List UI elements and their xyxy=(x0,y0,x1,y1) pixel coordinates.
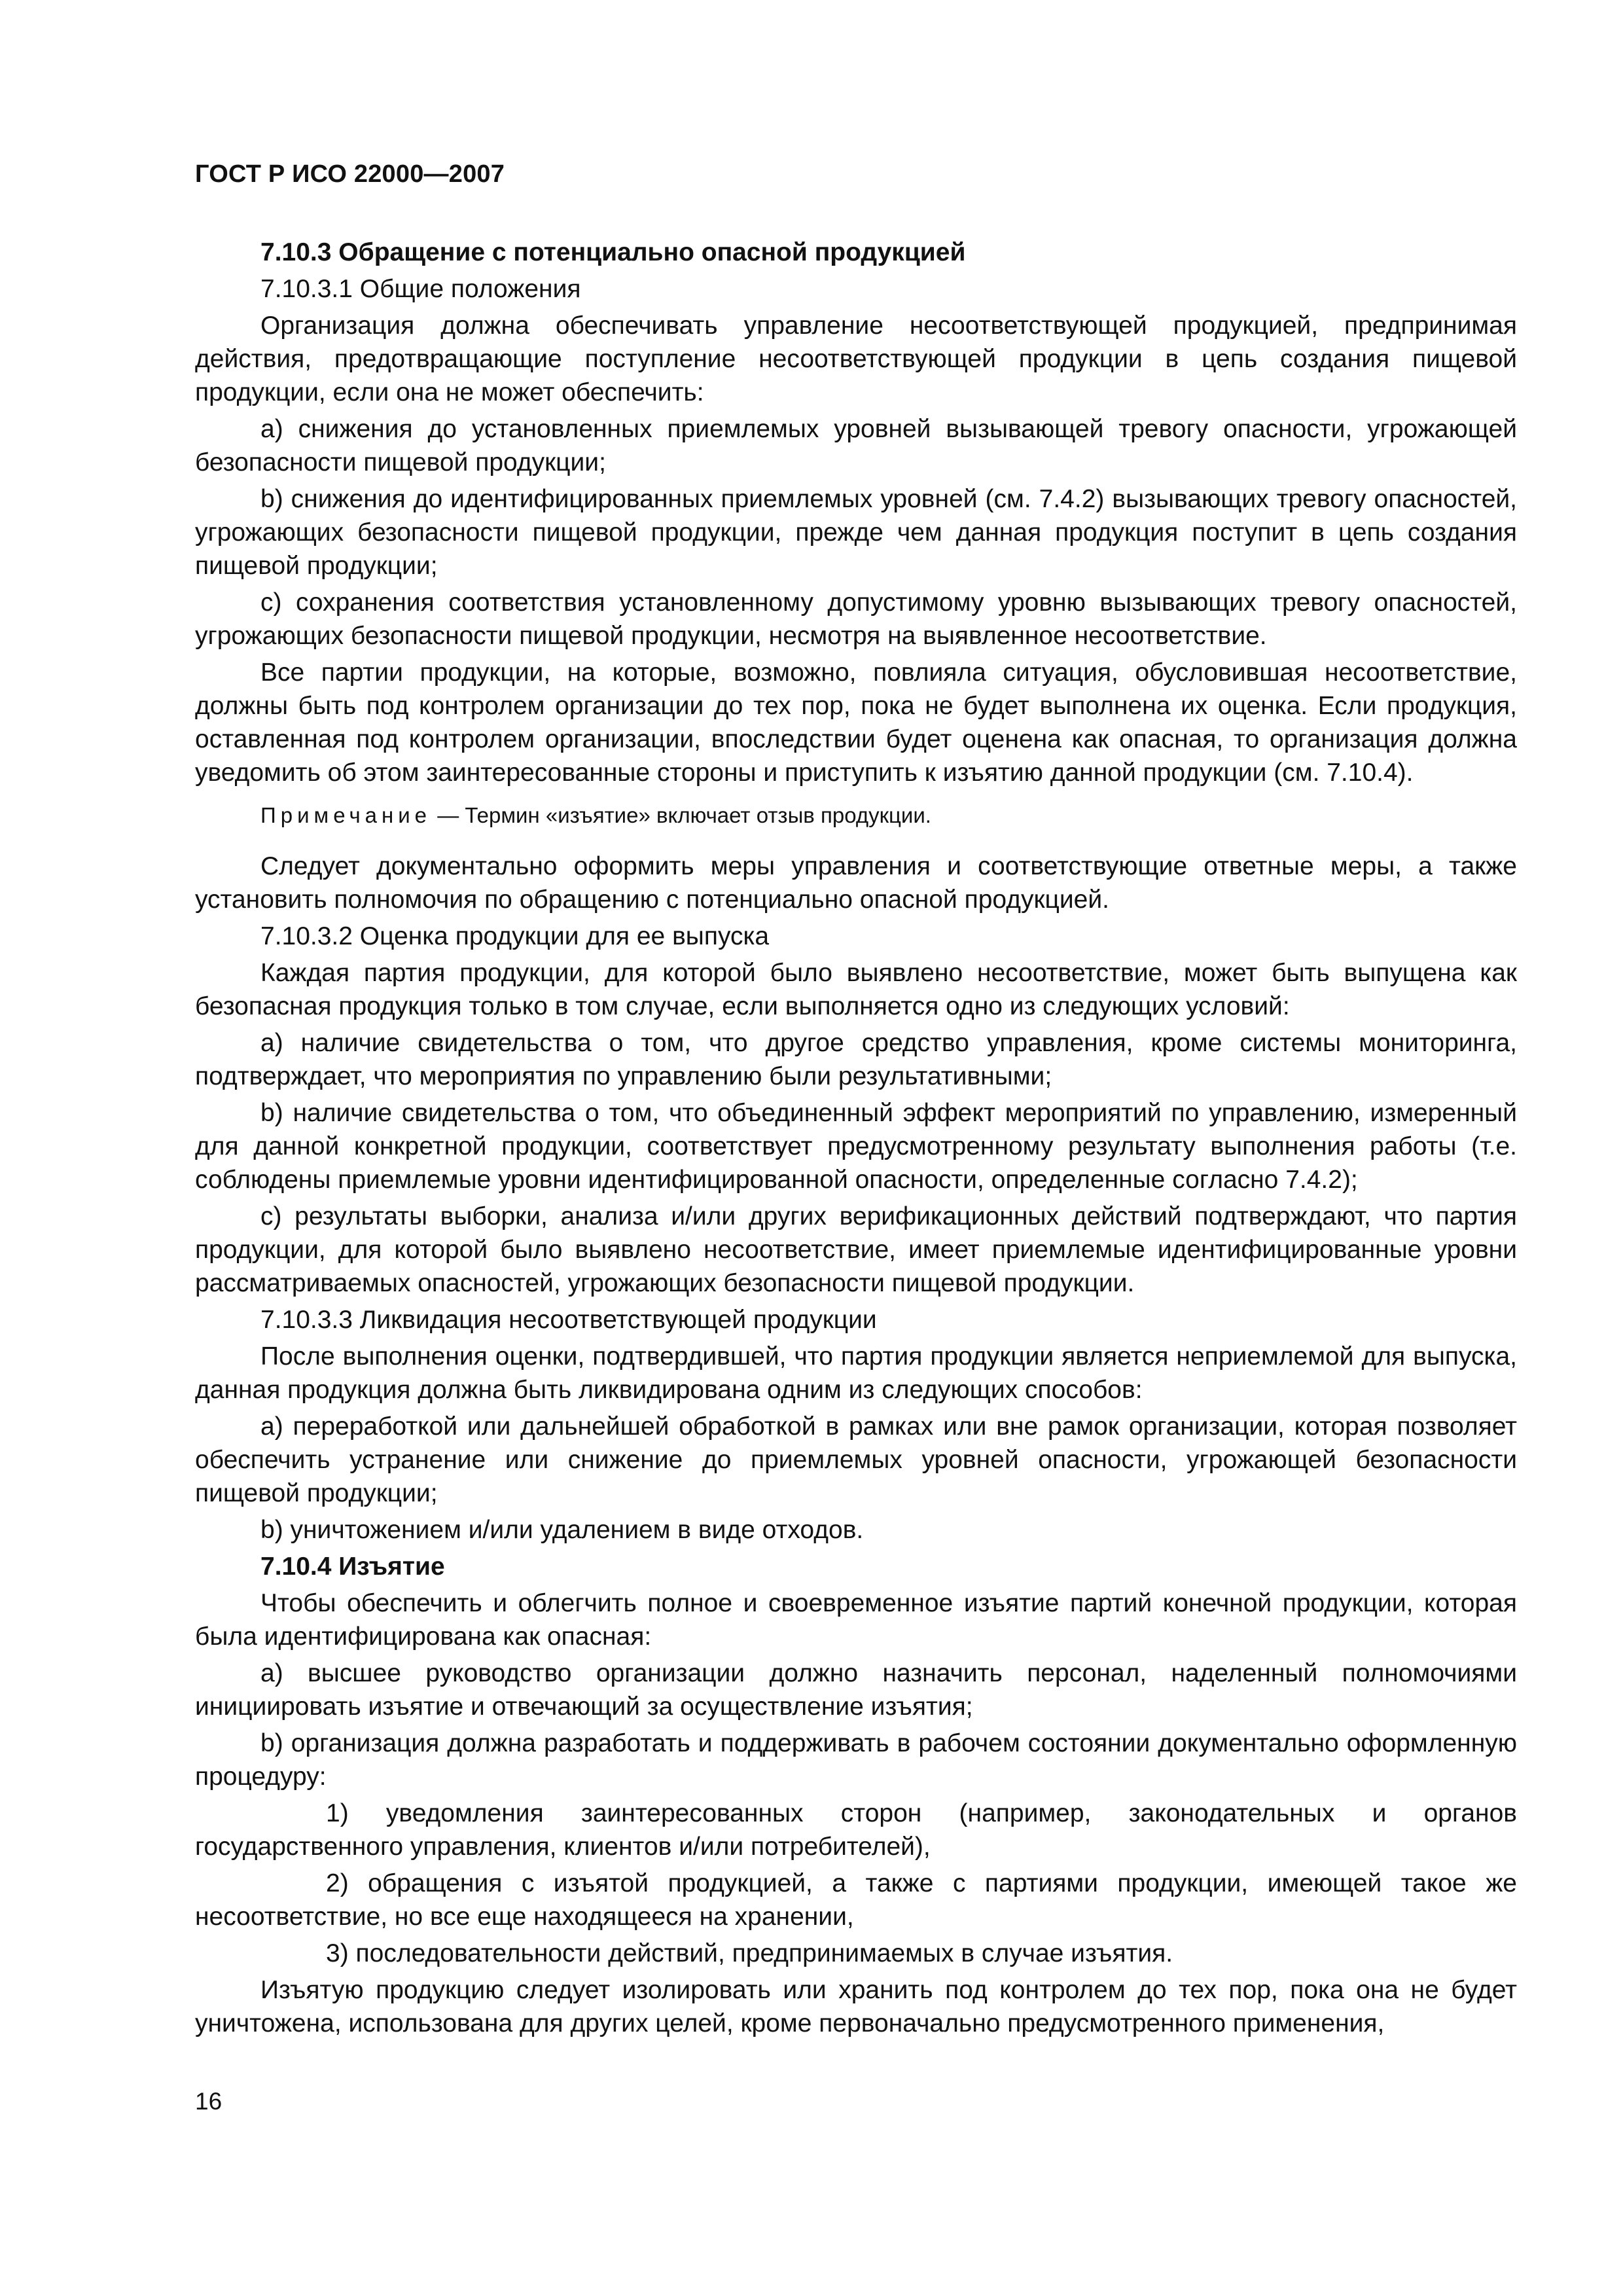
list-item: а) наличие свидетельства о том, что другое средство управления, кроме системы мониторинга, подтверждает, что мероприятия по управлению были результативными; xyxy=(195,1029,1517,1090)
note-label: Примечание xyxy=(260,803,432,827)
sub-list-item: 1) уведомления заинтересованных сторон (например, законодательных и органов государственного управления, клиентов и/или потребителей), xyxy=(195,1799,1517,1861)
section-title-7-10-3-1: 7.10.3.1 Общие положения xyxy=(260,275,581,303)
section-title-7-10-3-2: 7.10.3.2 Оценка продукции для ее выпуска xyxy=(260,922,770,950)
paragraph: Чтобы обеспечить и облегчить полное и своевременное изъятие партий конечной продукции, которая была идентифицирована как опасная: xyxy=(195,1589,1517,1651)
note-text: — Термин «изъятие» включает отзыв продукции. xyxy=(437,803,931,827)
paragraph: Изъятую продукцию следует изолировать или хранить под контролем до тех пор, пока она не будет уничтожена, использована для других целей, кроме первоначально предусмотренного применения, xyxy=(195,1976,1517,2037)
section-title-7-10-3-3: 7.10.3.3 Ликвидация несоответствующей продукции xyxy=(260,1306,877,1334)
sub-list-item: 3) последовательности действий, предпринимаемых в случае изъятия. xyxy=(326,1939,1173,1967)
section-title-7-10-4: 7.10.4 Изъятие xyxy=(260,1552,445,1581)
list-item: b) снижения до идентифицированных приемлемых уровней (см. 7.4.2) вызывающих тревогу опасностей, угрожающих безопасности пищевой продукции, прежде чем данная продукция поступит в цепь создания пищевой продукции; xyxy=(195,485,1517,580)
sub-list-item: 2) обращения с изъятой продукцией, а также с партиями продукции, имеющей такое же несоответствие, но все еще находящееся на хранении, xyxy=(195,1869,1517,1931)
document-body xyxy=(195,236,1517,2043)
list-item: b) организация должна разработать и поддерживать в рабочем состоянии документально оформленную процедуру: xyxy=(195,1729,1517,1791)
paragraph: Каждая партия продукции, для которой было выявлено несоответствие, может быть выпущена как безопасная продукция только в том случае, если выполняется одно из следующих условий: xyxy=(195,959,1517,1020)
section-title-7-10-3: 7.10.3 Обращение с потенциально опасной продукцией xyxy=(260,238,966,266)
list-item: с) результаты выборки, анализа и/или других верификационных действий подтверждают, что партия продукции, для которой было выявлено несоответствие, имеет приемлемые идентифицированные уровни рассматриваемых опасностей, угрожающих безопасности пищевой продукции. xyxy=(195,1202,1517,1297)
list-item: с) сохранения соответствия установленному допустимому уровню вызывающих тревогу опасностей, угрожающих безопасности пищевой продукции, несмотря на выявленное несоответствие. xyxy=(195,588,1517,650)
list-item: b) наличие свидетельства о том, что объединенный эффект мероприятий по управлению, измеренный для данной конкретной продукции, соответствует предусмотренному результату выполнения работы (т.е. соблюдены приемлемые уровни идентифицированной опасности, определенные согласно 7.4.2); xyxy=(195,1099,1517,1194)
document-header: ГОСТ Р ИСО 22000—2007 xyxy=(195,160,505,188)
paragraph: Организация должна обеспечивать управление несоответствующей продукцией, предпринимая действия, предотвращающие поступление несоответствующей продукции в цепь создания пищевой продукции, если она не может обеспечить: xyxy=(195,312,1517,406)
paragraph: Следует документально оформить меры управления и соответствующие ответные меры, а также установить полномочия по обращению с потенциально опасной продукцией. xyxy=(195,852,1517,914)
paragraph: После выполнения оценки, подтвердившей, что партия продукции является неприемлемой для выпуска, данная продукция должна быть ликвидирована одним из следующих способов: xyxy=(195,1342,1517,1404)
list-item: а) снижения до установленных приемлемых уровней вызывающей тревогу опасности, угрожающей безопасности пищевой продукции; xyxy=(195,415,1517,476)
list-item: b) уничтожением и/или удалением в виде отходов. xyxy=(260,1516,864,1544)
page-number: 16 xyxy=(195,2088,223,2115)
paragraph: Все партии продукции, на которые, возможно, повлияла ситуация, обусловившая несоответствие, должны быть под контролем организации до тех пор, пока не будет выполнена их оценка. Если продукция, оставленная под контролем организации, впоследствии будет оценена как опасная, то организация должна уведомить об этом заинтересованные стороны и приступить к изъятию данной продукции (см. 7.10.4). xyxy=(195,658,1517,787)
list-item: а) переработкой или дальнейшей обработкой в рамках или вне рамок организации, которая позволяет обеспечить устранение или снижение до приемлемых уровней опасности, угрожающей безопасности пищевой продукции; xyxy=(195,1412,1517,1507)
list-item: а) высшее руководство организации должно назначить персонал, наделенный полномочиями инициировать изъятие и отвечающий за осуществление изъятия; xyxy=(195,1659,1517,1721)
note xyxy=(195,801,1517,830)
